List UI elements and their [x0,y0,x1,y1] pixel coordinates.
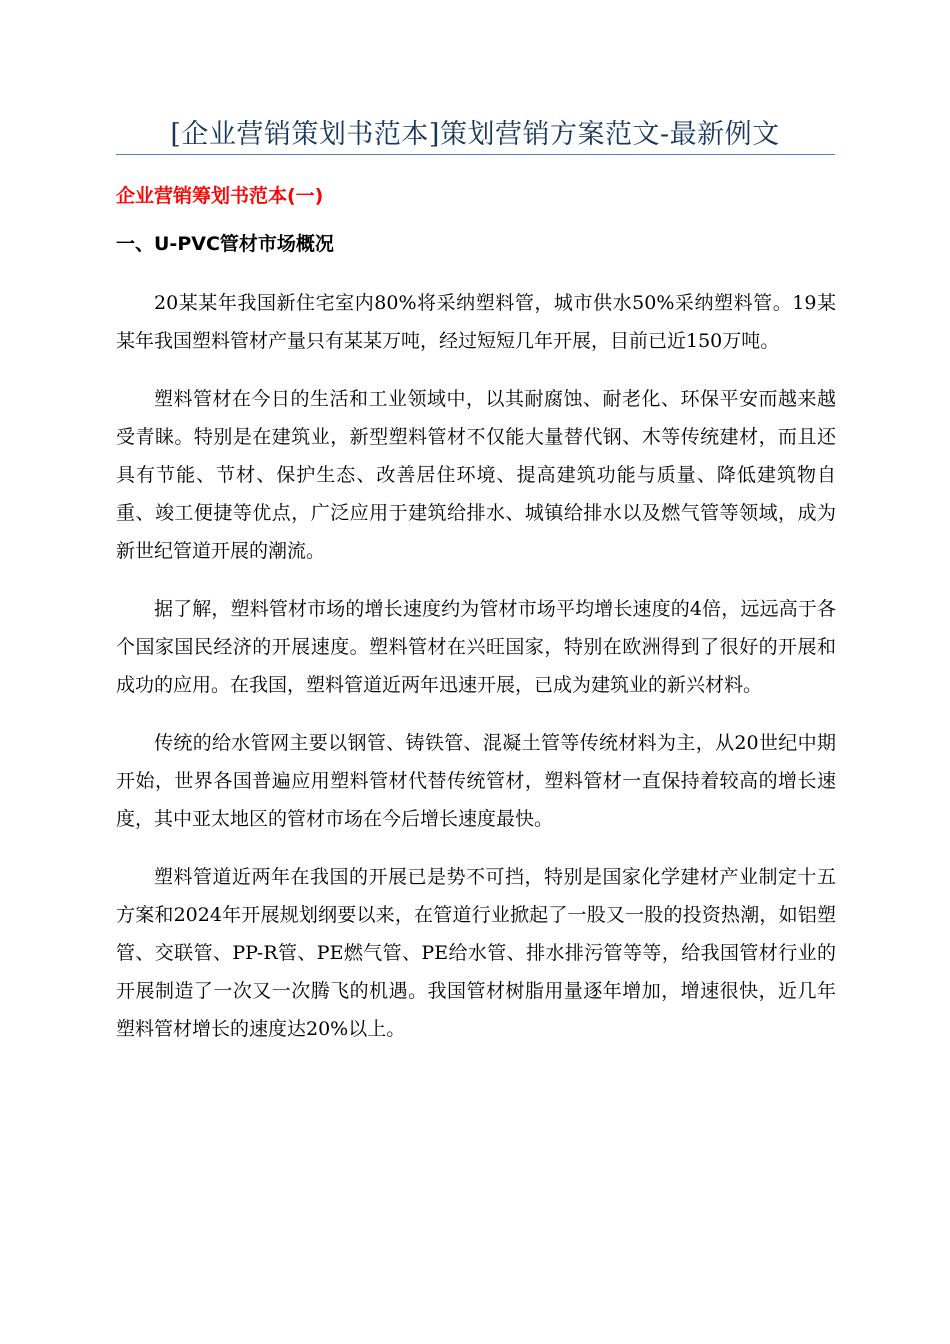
section-heading: 企业营销筹划书范本(一) [116,185,324,207]
document-body [116,284,836,1068]
title-underline-rule [116,154,835,155]
paragraph: 塑料管材在今日的生活和工业领域中，以其耐腐蚀、耐老化、环保平安而越来越受青睐。特别是在建筑业，新型塑料管材不仅能大量替代钢、木等传统建材，而且还具有节能、节材、保护生态、改善居住环境、提高建筑功能与质量、降低建筑物自重、竣工便捷等优点，广泛应用于建筑给排水、城镇给排水以及燃气管等领域，成为新世纪管道开展的潮流。 [116,388,836,562]
subheading: 一、U-PVC管材市场概况 [116,233,334,255]
paragraph: 塑料管道近两年在我国的开展已是势不可挡，特别是国家化学建材产业制定十五方案和2024年开展规划纲要以来，在管道行业掀起了一股又一股的投资热潮，如铝塑管、交联管、PP-R管、PE燃气管、PE给水管、排水排污管等等，给我国管材行业的开展制造了一次又一次腾飞的机遇。我国管材树脂用量逐年增加，增速很快，近几年塑料管材增长的速度达20%以上。 [116,866,836,1040]
paragraph: 传统的给水管网主要以钢管、铸铁管、混凝土管等传统材料为主，从20世纪中期开始，世界各国普遍应用塑料管材代替传统管材，塑料管材一直保持着较高的增长速度，其中亚太地区的管材市场在今后增长速度最快。 [116,732,836,830]
document-title: [企业营销策划书范本]策划营销方案范文-最新例文 [170,119,780,150]
paragraph: 20某某年我国新住宅室内80%将采纳塑料管，城市供水50%采纳塑料管。19某某年我国塑料管材产量只有某某万吨，经过短短几年开展，目前已近150万吨。 [116,292,836,352]
paragraph: 据了解，塑料管材市场的增长速度约为管材市场平均增长速度的4倍，远远高于各个国家国民经济的开展速度。塑料管材在兴旺国家，特别在欧洲得到了很好的开展和成功的应用。在我国，塑料管道近两年迅速开展，已成为建筑业的新兴材料。 [116,598,836,696]
